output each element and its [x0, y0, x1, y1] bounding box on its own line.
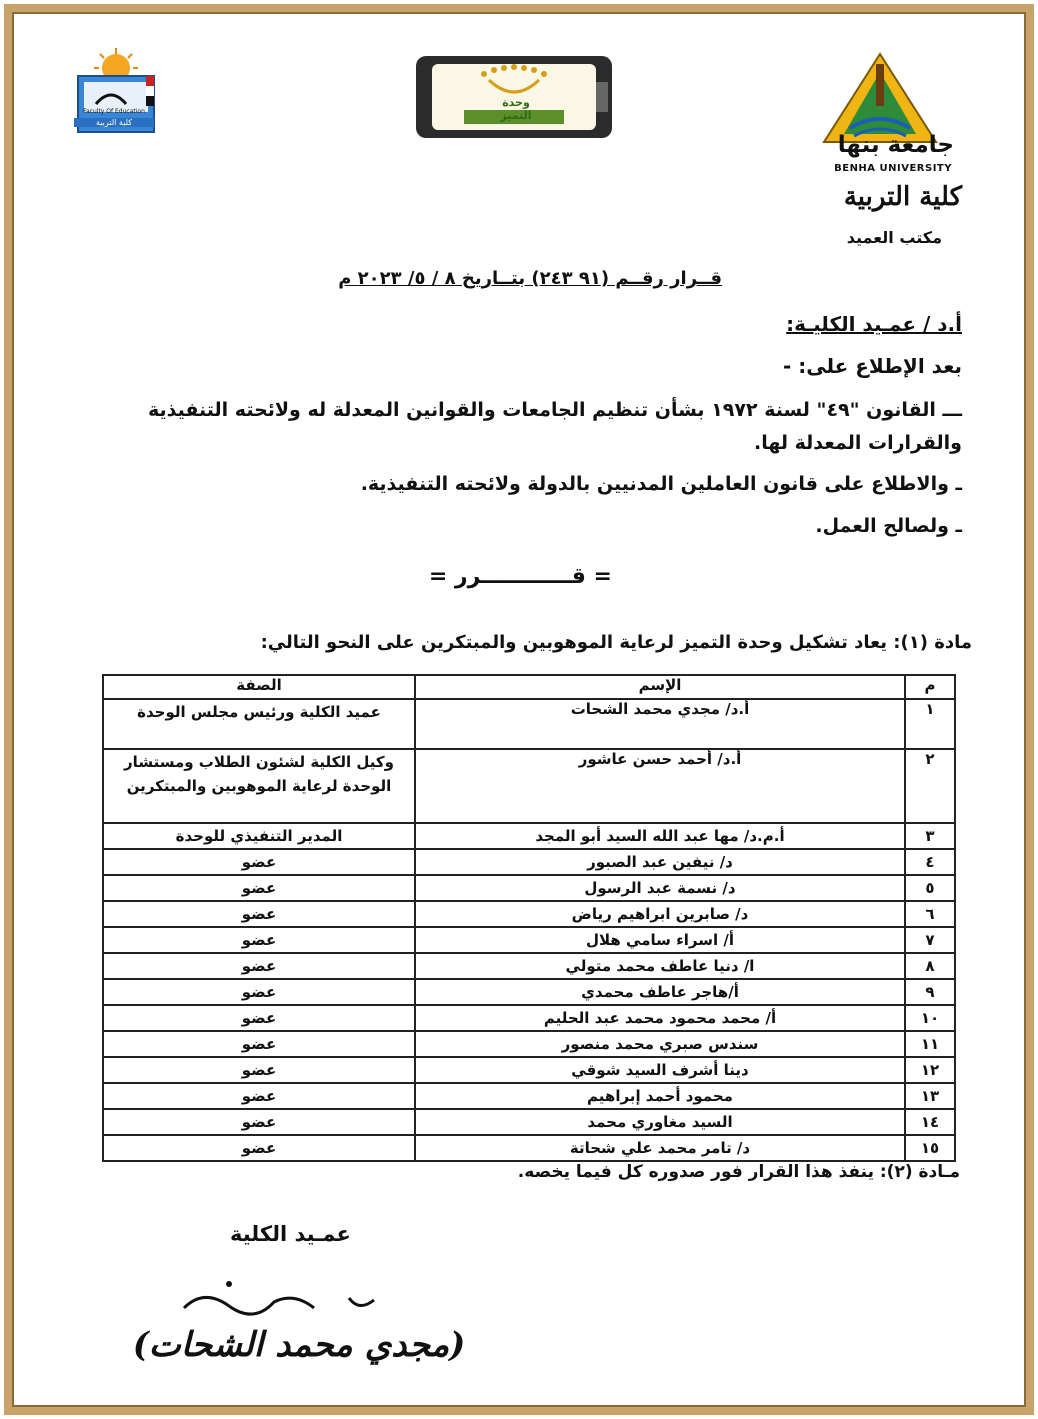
row-role: عضو — [103, 979, 415, 1005]
row-num: ٧ — [905, 927, 955, 953]
header-name: الإسم — [415, 675, 905, 699]
row-role: عضو — [103, 1057, 415, 1083]
decision-number-line: قــرار رقــم (٩١ ٢٤٣) بتــاريخ ٨ / ٥/ ٢٠٢٣ م — [338, 268, 722, 289]
table-row — [103, 1083, 955, 1109]
addressee: أ.د / عمـيد الكليـة: — [786, 312, 962, 336]
table-row — [103, 749, 955, 823]
table-row — [103, 1135, 955, 1161]
row-role: عضو — [103, 1083, 415, 1109]
table-row — [103, 875, 955, 901]
row-role: عضو — [103, 953, 415, 979]
row-name: سندس صبري محمد منصور — [415, 1031, 905, 1057]
row-role: عميد الكلية ورئيس مجلس الوحدة — [103, 699, 415, 749]
row-num: ٦ — [905, 901, 955, 927]
members-table — [102, 674, 956, 1162]
row-name: أ.م.د/ مها عبد الله السيد أبو المجد — [415, 823, 905, 849]
row-num: ١٤ — [905, 1109, 955, 1135]
university-name-en: BENHA UNIVERSITY — [834, 163, 952, 174]
faculty-logo-caption: كلية التربية — [74, 118, 154, 127]
row-num: ٢ — [905, 749, 955, 823]
row-role: عضو — [103, 875, 415, 901]
row-role: وكيل الكلية لشئون الطلاب ومستشار الوحدة لرعاية الموهوبين والمبتكرين — [103, 749, 415, 823]
row-name: أ.د/ أحمد حسن عاشور — [415, 749, 905, 823]
row-role: عضو — [103, 1005, 415, 1031]
article-1: مادة (١): يعاد تشكيل وحدة التميز لرعاية الموهوبين والمبتكرين على النحو التالي: — [260, 632, 972, 653]
row-role: عضو — [103, 927, 415, 953]
table-header-row — [103, 675, 955, 699]
row-role: عضو — [103, 1109, 415, 1135]
table-row — [103, 1005, 955, 1031]
table-row — [103, 699, 955, 749]
row-num: ١٣ — [905, 1083, 955, 1109]
row-num: ٥ — [905, 875, 955, 901]
row-name: د/ صابرين ابراهيم رياض — [415, 901, 905, 927]
table-row — [103, 823, 955, 849]
row-name: أ/هاجر عاطف محمدي — [415, 979, 905, 1005]
faculty-name: كلية التربية — [843, 182, 962, 212]
header-num: م — [905, 675, 955, 699]
row-name: د/ نسمة عبد الرسول — [415, 875, 905, 901]
row-num: ٤ — [905, 849, 955, 875]
table-row — [103, 1031, 955, 1057]
table-row — [103, 1109, 955, 1135]
row-role: عضو — [103, 1135, 415, 1161]
table-row — [103, 979, 955, 1005]
row-num: ١ — [905, 699, 955, 749]
row-name: أ/ محمد محمود محمد عبد الحليم — [415, 1005, 905, 1031]
clause-work-interest: ـ ولصالح العمل. — [815, 515, 962, 537]
excellence-unit-logo-text: وحدة التميز — [500, 96, 532, 122]
row-name: محمود أحمد إبراهيم — [415, 1083, 905, 1109]
after-review-heading: بعد الإطلاع على: - — [782, 354, 962, 378]
row-num: ١٥ — [905, 1135, 955, 1161]
row-num: ١٠ — [905, 1005, 955, 1031]
row-name: د/ نيفين عبد الصبور — [415, 849, 905, 875]
row-num: ٨ — [905, 953, 955, 979]
row-num: ١٢ — [905, 1057, 955, 1083]
row-role: المدير التنفيذي للوحدة — [103, 823, 415, 849]
dean-title: عمـيد الكلية — [230, 1222, 351, 1246]
clause-civil-workers-law: ـ والاطلاع على قانون العاملين المدنيين بالدولة ولائحته التنفيذية. — [360, 473, 962, 495]
table-row — [103, 953, 955, 979]
clause-law-49: ـــ القانون "٤٩" لسنة ١٩٧٢ بشأن تنظيم الجامعات والقوانين المعدلة له ولائحته التنفيذية والقرارات المعدلة لها. — [147, 399, 962, 454]
dean-signature — [134, 1278, 464, 1378]
table-row — [103, 1057, 955, 1083]
university-name-ar: جامعة بنها — [837, 132, 954, 158]
row-role: عضو — [103, 849, 415, 875]
signature-text: (مجدي محمد الشحات) — [134, 1325, 464, 1365]
article-2: مـادة (٢): ينفذ هذا القرار فور صدوره كل فيما يخصه. — [517, 1162, 960, 1182]
row-role: عضو — [103, 1031, 415, 1057]
header-role: الصفة — [103, 675, 415, 699]
row-num: ٩ — [905, 979, 955, 1005]
row-num: ٣ — [905, 823, 955, 849]
row-num: ١١ — [905, 1031, 955, 1057]
row-name: أ.د/ مجدي محمد الشحات — [415, 699, 905, 749]
faculty-logo — [66, 46, 164, 146]
row-name: السيد مغاوري محمد — [415, 1109, 905, 1135]
dean-office-label: مكتب العميد — [846, 228, 942, 247]
decides-heading: = قــــــــــــرر = — [428, 564, 612, 589]
row-name: دينا أشرف السيد شوقي — [415, 1057, 905, 1083]
row-role: عضو — [103, 901, 415, 927]
table-row — [103, 927, 955, 953]
document-page — [16, 16, 1022, 1403]
faculty-logo-subcaption: Faculty Of Education — [83, 108, 145, 115]
table-row — [103, 849, 955, 875]
table-row — [103, 901, 955, 927]
row-name: أ/ اسراء سامي هلال — [415, 927, 905, 953]
row-name: د/ تامر محمد علي شحاتة — [415, 1135, 905, 1161]
row-name: ا/ دنيا عاطف محمد متولي — [415, 953, 905, 979]
